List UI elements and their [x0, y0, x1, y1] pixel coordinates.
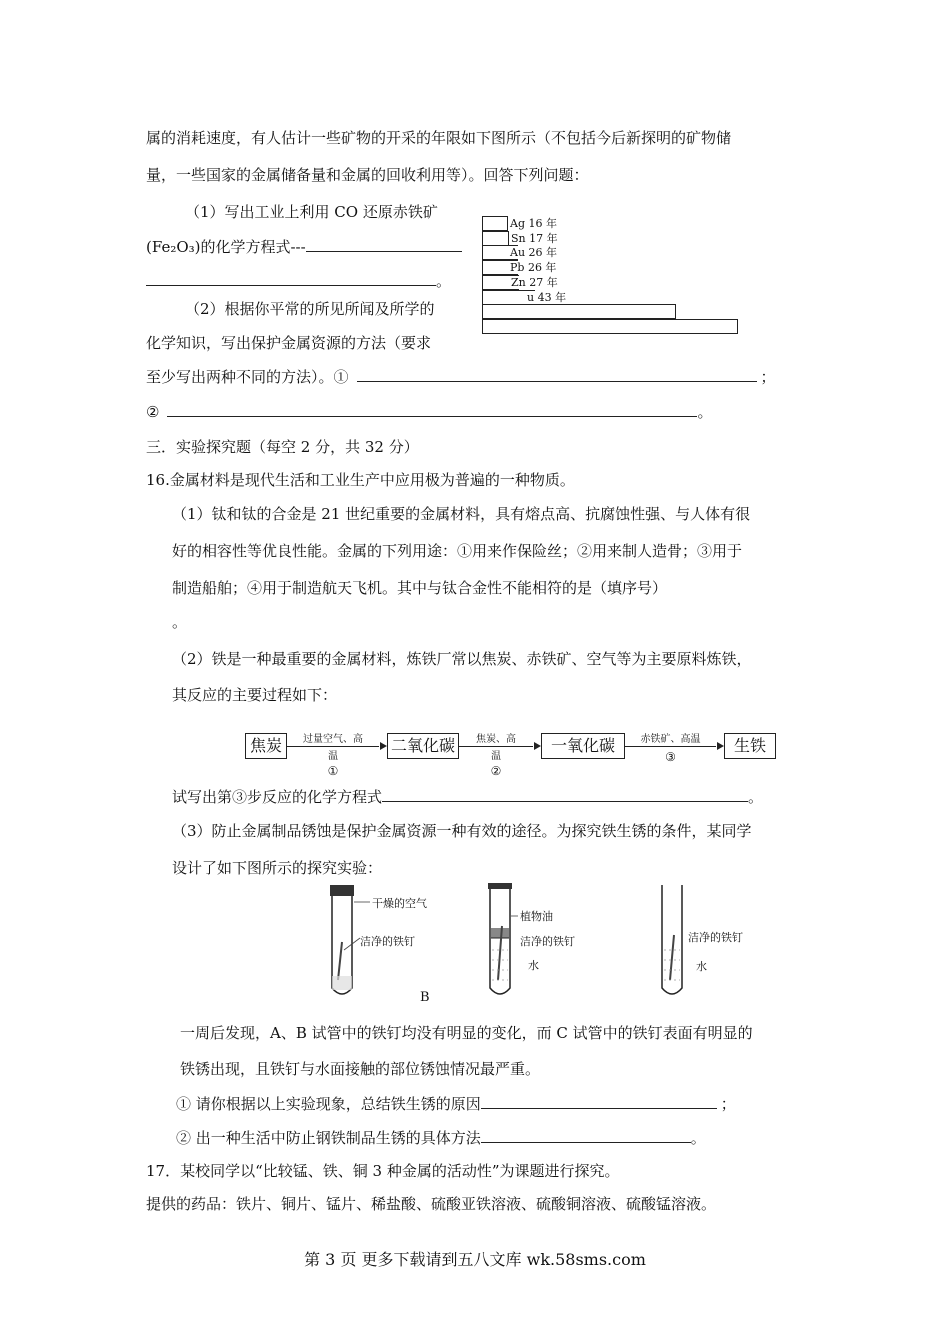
flow-box-co: 一氧化碳	[541, 733, 625, 759]
flow-box-coke: 焦炭	[245, 733, 287, 759]
section-3-title: 三．实验探究题（每空 2 分，共 32 分）	[146, 438, 419, 456]
flow-box-co2: 二氧化碳	[387, 733, 459, 759]
q15-part2-line2: 化学知识，写出保护金属资源的方法（要求	[146, 334, 432, 352]
q16-stem: 16.金属材料是现代生活和工业生产中应用极为普遍的一种物质。	[146, 471, 575, 489]
q16-part2-line1: （2）铁是一种最重要的金属材料，炼铁厂常以焦炭、赤铁矿、空气等为主要原料炼铁，	[172, 650, 752, 668]
tube-c-label-water: 水	[696, 960, 707, 973]
q16-part3-q1-text: ① 请你根据以上实验现象，总结铁生锈的原因	[176, 1095, 481, 1113]
answer-blank-equation-2[interactable]	[146, 271, 436, 286]
q16-part2-line2: 其反应的主要过程如下：	[172, 686, 338, 704]
tube-c-label-nail: 洁净的铁钉	[688, 931, 743, 944]
flow-arrow-3-num: ③	[665, 750, 676, 764]
tube-a-label-nail: 洁净的铁钉	[360, 935, 415, 948]
chart-bar-label: Pb 26 年	[510, 261, 557, 274]
tube-b-label-nail: 洁净的铁钉	[520, 935, 575, 948]
q16-part1-line2: 好的相容性等优良性能。金属的下列用途：①用来作保险丝；②用来制人造骨；③用于	[172, 542, 743, 560]
chart-bar-unlabeled-6	[482, 304, 676, 319]
chart-bar-label: Ag 16 年	[510, 217, 557, 230]
tube-b-label-oil: 植物油	[520, 910, 553, 923]
intro-line-1: 属的消耗速度，有人估计一些矿物的开采的年限如下图所示（不包括今后新探明的矿物储	[146, 129, 732, 147]
tube-a-label-air: 干燥的空气	[372, 897, 427, 910]
answer-blank-rust-prevention[interactable]	[481, 1128, 691, 1143]
flow-arrow-2-num: ②	[490, 764, 502, 778]
q15-part2-line4-end: 。	[697, 403, 713, 421]
chart-bar-sn	[482, 231, 509, 246]
q15-part2-line1: （2）根据你平常的所见所闻及所学的	[185, 300, 435, 318]
q15-part2-line3	[146, 366, 776, 387]
chart-bar-label: Sn 17 年	[511, 232, 558, 245]
chart-bar-unlabeled-7	[482, 319, 738, 334]
q15-part2-line4	[146, 401, 712, 422]
answer-blank-method-2[interactable]	[167, 402, 697, 417]
tube-b-label-water: 水	[528, 959, 539, 972]
answer-blank-step3-equation[interactable]	[382, 787, 748, 802]
q17-stem: 17．某校同学以“比较锰、铁、铜 3 种金属的活动性”为课题进行探究。	[146, 1162, 620, 1180]
tube-b-letter: B	[420, 990, 430, 1005]
q16-part3-line3: 一周后发现，A、B 试管中的铁钉均没有明显的变化，而 C 试管中的铁钉表面有明显的	[180, 1024, 753, 1042]
flow-arrow-3-label: 赤铁矿、高温	[640, 734, 701, 745]
flow-arrow-2-label: 焦炭、高	[476, 734, 516, 745]
flow-arrow-1-num: ①	[327, 764, 339, 778]
q16-part2-line3-end: 。	[748, 788, 764, 806]
flow-arrow-1-label2: 温	[328, 751, 338, 762]
q16-part1-line3: 制造船舶；④用于制造航天飞机。其中与钛合金性不能相符的是（填序号）	[172, 579, 668, 597]
q16-part2-line3	[172, 786, 763, 807]
flow-arrow-1-line	[287, 746, 379, 747]
q16-part3-line4: 铁锈出现，且铁钉与水面接触的部位锈蚀情况最严重。	[180, 1060, 541, 1078]
q16-part3-line2: 设计了如下图所示的探究实验：	[172, 859, 383, 877]
flow-box-pig-iron: 生铁	[724, 733, 776, 759]
q16-part3-q1-end: ；	[720, 1095, 736, 1113]
q16-part3-q2-end: 。	[690, 1129, 706, 1147]
test-tube-c	[662, 885, 682, 994]
test-tube-b	[488, 883, 518, 994]
chart-bar-label: Au 26 年	[510, 246, 558, 259]
q15-part1-line2	[146, 236, 462, 257]
flow-arrow-2-line	[459, 746, 533, 747]
intro-line-2: 量，一些国家的金属储备量和金属的回收利用等）。回答下列问题：	[146, 166, 589, 184]
q16-part3-q1	[176, 1093, 736, 1114]
answer-blank-method-1[interactable]	[357, 367, 757, 382]
flow-arrow-1-head	[380, 742, 387, 750]
q15-part2-line3-text: 至少写出两种不同的方法）。①	[146, 368, 349, 386]
flow-arrow-3-head	[717, 742, 724, 750]
chart-bar-ag	[482, 216, 508, 231]
q15-part2-line4-prefix: ②	[146, 403, 160, 421]
answer-blank-rust-cause[interactable]	[481, 1094, 717, 1109]
flow-arrow-3-line	[625, 746, 716, 747]
q15-part2-line3-end: ；	[760, 368, 776, 386]
q16-part2-line3-text: 试写出第③步反应的化学方程式	[172, 788, 383, 806]
q16-part3-line1: （3）防止金属制品锈蚀是保护金属资源一种有效的途径。为探究铁生锈的条件，某同学	[172, 822, 752, 840]
q15-part1-line3	[146, 270, 451, 291]
flow-arrow-2-label2: 温	[491, 751, 501, 762]
q17-line2: 提供的药品：铁片、铜片、锰片、稀盐酸、硫酸亚铁溶液、硫酸铜溶液、硫酸锰溶液。	[146, 1195, 717, 1213]
flow-arrow-1-label: 过量空气、高	[303, 734, 363, 745]
q16-part1-line1: （1）钛和钛的合金是 21 世纪重要的金属材料，具有熔点高、抗腐蚀性强、与人体有很	[172, 505, 751, 523]
flow-arrow-2-head	[534, 742, 541, 750]
q15-part1-line1: （1）写出工业上利用 CO 还原赤铁矿	[185, 203, 438, 221]
answer-blank-equation-1[interactable]	[306, 237, 462, 252]
q16-part3-q2-text: ② 出一种生活中防止钢铁制品生锈的具体方法	[176, 1129, 481, 1147]
chart-bar-label: Zn 27 年	[511, 276, 558, 289]
mineral-years-chart	[482, 216, 742, 342]
q15-part1-line2-text: (Fe₂O₃)的化学方程式---	[146, 238, 306, 256]
q16-part1-line4: 。	[172, 613, 188, 631]
chart-bar-label: u 43 年	[527, 291, 567, 304]
page-footer: 第 3 页 更多下载请到五八文库 wk.58sms.com	[304, 1250, 646, 1269]
q16-part3-q2	[176, 1127, 706, 1148]
q15-part1-line3-end: 。	[436, 272, 452, 290]
